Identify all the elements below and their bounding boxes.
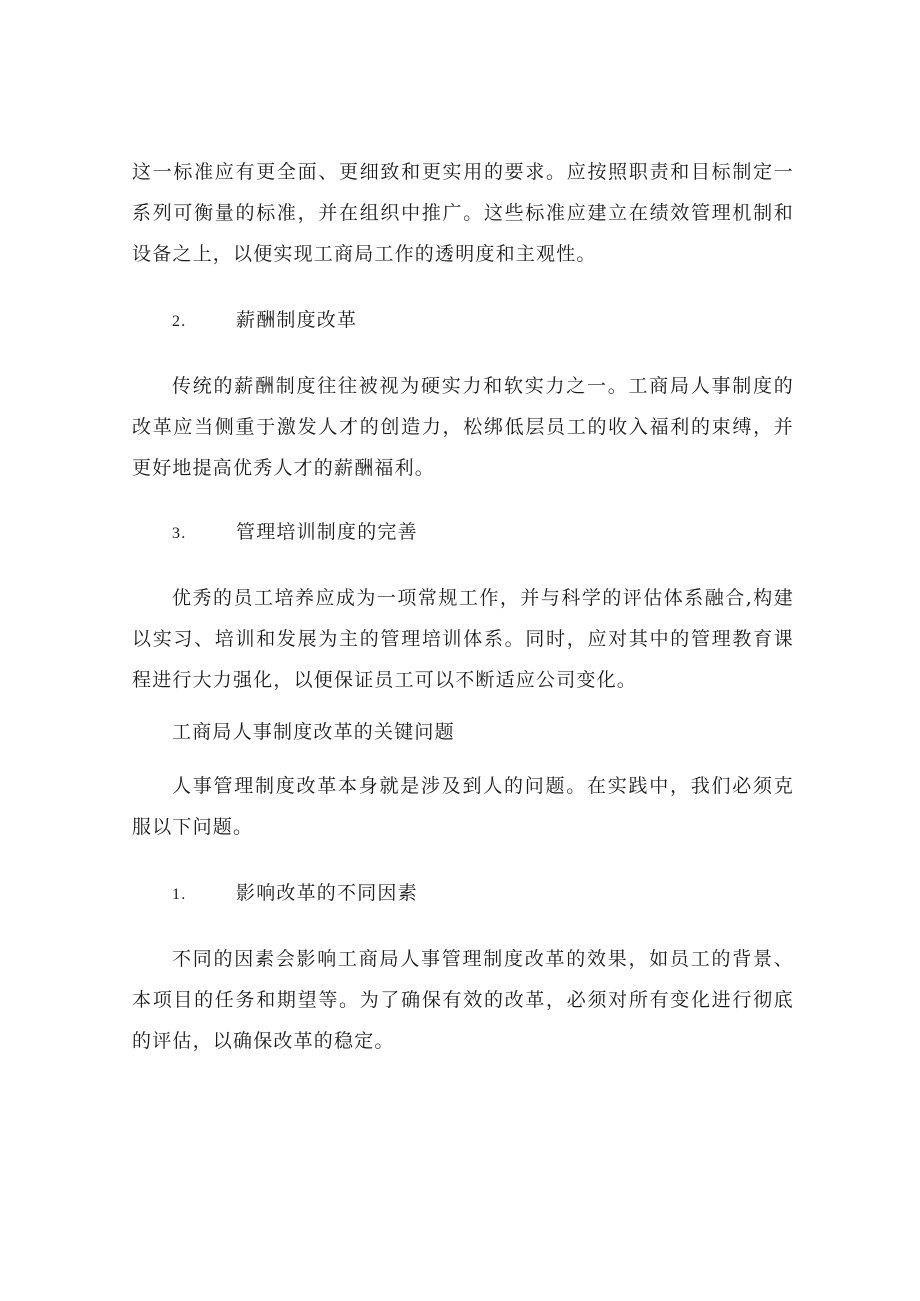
paragraph-factors: 不同的因素会影响工商局人事管理制度改革的效果，如员工的背景、本项目的任务和期望等。为了确保有效的改革，必须对所有变化进行彻底的评估，以确保改革的稳定。 [132,948,794,1052]
paragraph-training: 优秀的员工培养应成为一项常规工作，并与科学的评估体系融合,构建以实习、培训和发展为主的管理培训体系。同时，应对其中的管理教育课程进行大力强化，以便保证员工可以不断适应公司变化。 [132,587,794,691]
heading-text: 影响改革的不同因素 [236,882,418,904]
heading-number: 1. [172,886,187,903]
heading-text: 薪酬制度改革 [236,309,358,331]
heading-number: 2. [172,313,187,330]
heading-text: 管理培训制度的完善 [236,521,418,543]
heading-factors [172,873,418,915]
heading-training-system [172,512,418,554]
paragraph-standards: 这一标准应有更全面、更细致和更实用的要求。应按照职责和目标制定一系列可衡量的标准，并在组织中推广。这些标准应建立在绩效管理机制和设备之上，以便实现工商局工作的透明度和主观性。 [132,161,794,265]
heading-salary-reform [172,300,357,342]
subheading-key-issues: 工商局人事制度改革的关键问题 [172,721,455,743]
heading-number: 3. [172,525,187,542]
paragraph-salary: 传统的薪酬制度往往被视为硬实力和软实力之一。工商局人事制度的改革应当侧重于激发人才的创造力，松绑低层员工的收入福利的束缚，并更好地提高优秀人才的薪酬福利。 [132,375,794,479]
paragraph-key-issues: 人事管理制度改革本身就是涉及到人的问题。在实践中，我们必须克服以下问题。 [132,775,794,838]
